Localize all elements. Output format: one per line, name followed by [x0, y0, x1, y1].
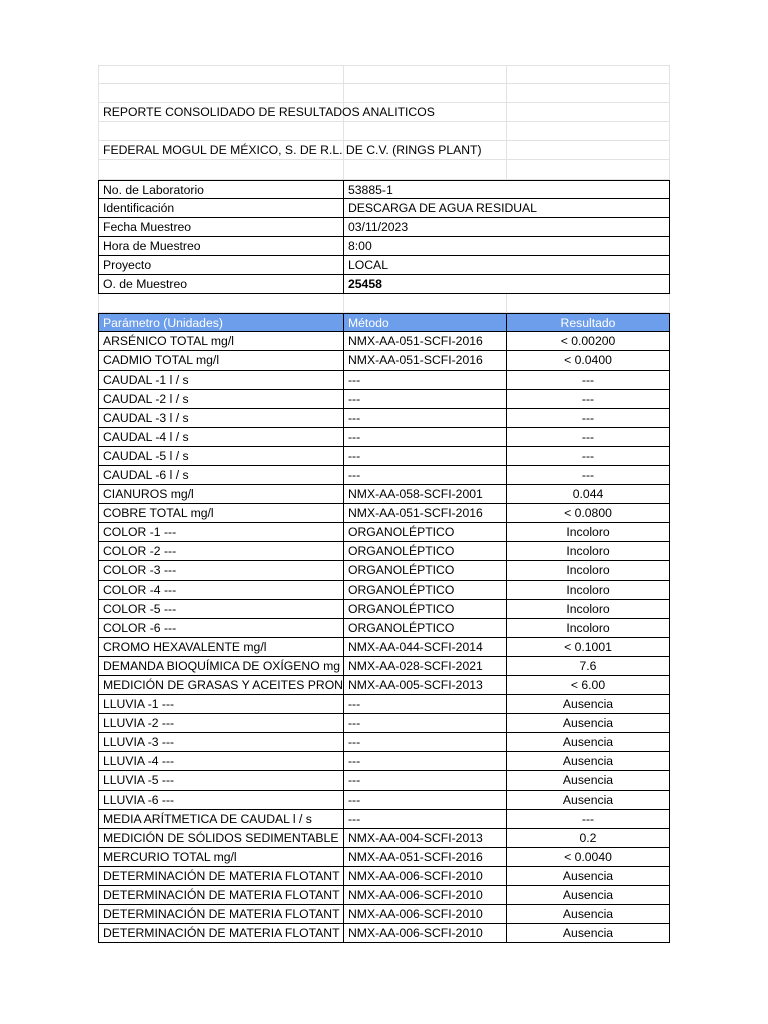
parametro-cell[interactable]: CIANUROS mg/l — [98, 485, 344, 504]
table-row — [98, 428, 670, 447]
info-row — [98, 218, 670, 237]
resultado-cell[interactable]: Ausencia — [507, 886, 670, 905]
metodo-cell[interactable]: NMX-AA-028-SCFI-2021 — [344, 657, 507, 676]
parametro-cell[interactable]: COLOR -2 --- — [98, 542, 344, 561]
cell[interactable] — [507, 65, 670, 84]
parametro-cell[interactable]: CROMO HEXAVALENTE mg/l — [98, 638, 344, 657]
info-value[interactable]: DESCARGA DE AGUA RESIDUAL — [344, 199, 670, 218]
cell[interactable] — [344, 160, 507, 179]
cell[interactable] — [98, 294, 344, 313]
resultado-cell[interactable]: Ausencia — [507, 924, 670, 943]
metodo-cell[interactable]: ORGANOLÉPTICO — [344, 600, 507, 619]
cell[interactable] — [98, 122, 344, 141]
resultado-cell[interactable]: Incoloro — [507, 600, 670, 619]
metodo-cell[interactable]: NMX-AA-005-SCFI-2013 — [344, 676, 507, 695]
cell[interactable] — [507, 141, 670, 160]
metodo-cell[interactable]: NMX-AA-058-SCFI-2001 — [344, 485, 507, 504]
table-row — [98, 581, 670, 600]
info-label[interactable]: Proyecto — [98, 256, 344, 275]
resultado-cell[interactable]: < 6.00 — [507, 676, 670, 695]
resultado-cell[interactable]: 7.6 — [507, 657, 670, 676]
table-row — [98, 657, 670, 676]
metodo-cell[interactable]: --- — [344, 810, 507, 829]
metodo-cell[interactable]: --- — [344, 371, 507, 390]
parametro-cell[interactable]: CAUDAL -6 l / s — [98, 466, 344, 485]
resultado-cell[interactable]: --- — [507, 466, 670, 485]
results-table-body — [98, 332, 670, 943]
resultado-cell[interactable]: Incoloro — [507, 542, 670, 561]
table-row — [98, 390, 670, 409]
resultado-cell[interactable]: Incoloro — [507, 619, 670, 638]
title-row — [98, 103, 670, 122]
info-value[interactable]: LOCAL — [344, 256, 670, 275]
table-row — [98, 447, 670, 466]
header-metodo[interactable]: Método — [344, 313, 507, 332]
parametro-cell[interactable]: DETERMINACIÓN DE MATERIA FLOTANT — [98, 905, 344, 924]
metodo-cell[interactable]: ORGANOLÉPTICO — [344, 542, 507, 561]
cell[interactable] — [98, 84, 344, 103]
table-row — [98, 351, 670, 370]
resultado-cell[interactable]: 0.2 — [507, 829, 670, 848]
table-row — [98, 676, 670, 695]
resultado-cell[interactable]: < 0.00200 — [507, 332, 670, 351]
metodo-cell[interactable]: NMX-AA-051-SCFI-2016 — [344, 848, 507, 867]
resultado-cell[interactable]: < 0.0400 — [507, 351, 670, 370]
metodo-cell[interactable]: --- — [344, 733, 507, 752]
info-row — [98, 199, 670, 218]
cell[interactable] — [344, 103, 507, 122]
parametro-cell[interactable]: MERCURIO TOTAL mg/l — [98, 848, 344, 867]
table-row — [98, 523, 670, 542]
parametro-cell[interactable]: ARSÉNICO TOTAL mg/l — [98, 332, 344, 351]
table-row — [98, 332, 670, 351]
parametro-cell[interactable]: LLUVIA -4 --- — [98, 752, 344, 771]
cell[interactable] — [507, 160, 670, 179]
header-resultado[interactable]: Resultado — [507, 313, 670, 332]
cell[interactable] — [344, 294, 507, 313]
empty-row — [98, 65, 670, 84]
resultado-cell[interactable]: Ausencia — [507, 905, 670, 924]
info-row — [98, 275, 670, 294]
resultado-cell[interactable]: --- — [507, 371, 670, 390]
parametro-cell[interactable]: COLOR -6 --- — [98, 619, 344, 638]
spreadsheet — [98, 65, 670, 943]
parametro-cell[interactable]: DETERMINACIÓN DE MATERIA FLOTANT — [98, 924, 344, 943]
metodo-cell[interactable]: ORGANOLÉPTICO — [344, 561, 507, 580]
table-row — [98, 561, 670, 580]
parametro-cell[interactable]: CAUDAL -1 l / s — [98, 371, 344, 390]
table-row — [98, 752, 670, 771]
metodo-cell[interactable]: ORGANOLÉPTICO — [344, 581, 507, 600]
empty-row — [98, 294, 670, 313]
parametro-cell[interactable]: MEDICIÓN DE SÓLIDOS SEDIMENTABLE — [98, 829, 344, 848]
cell[interactable] — [344, 122, 507, 141]
parametro-cell[interactable]: LLUVIA -1 --- — [98, 695, 344, 714]
parametro-cell[interactable]: COBRE TOTAL mg/l — [98, 504, 344, 523]
metodo-cell[interactable]: NMX-AA-006-SCFI-2010 — [344, 867, 507, 886]
resultado-cell[interactable]: --- — [507, 390, 670, 409]
metodo-cell[interactable]: --- — [344, 447, 507, 466]
parametro-cell[interactable]: CAUDAL -4 l / s — [98, 428, 344, 447]
table-row — [98, 695, 670, 714]
metodo-cell[interactable]: ORGANOLÉPTICO — [344, 619, 507, 638]
resultado-cell[interactable]: --- — [507, 428, 670, 447]
parametro-cell[interactable]: LLUVIA -5 --- — [98, 771, 344, 790]
info-value[interactable]: 03/11/2023 — [344, 218, 670, 237]
cell[interactable] — [507, 122, 670, 141]
company-name[interactable]: FEDERAL MOGUL DE MÉXICO, S. DE R.L. DE C.V. (RINGS PLANT) — [98, 141, 344, 160]
info-label[interactable]: Hora de Muestreo — [98, 237, 344, 256]
table-row — [98, 733, 670, 752]
info-value[interactable]: 53885-1 — [344, 180, 670, 199]
table-row — [98, 867, 670, 886]
results-header-row — [98, 313, 670, 332]
metodo-cell[interactable]: --- — [344, 428, 507, 447]
cell[interactable] — [507, 84, 670, 103]
empty-row — [98, 160, 670, 179]
parametro-cell[interactable]: MEDICIÓN DE GRASAS Y ACEITES PRON — [98, 676, 344, 695]
parametro-cell[interactable]: LLUVIA -3 --- — [98, 733, 344, 752]
metodo-cell[interactable]: --- — [344, 695, 507, 714]
parametro-cell[interactable]: DEMANDA BIOQUÍMICA DE OXÍGENO mg — [98, 657, 344, 676]
resultado-cell[interactable]: Incoloro — [507, 561, 670, 580]
metodo-cell[interactable]: --- — [344, 771, 507, 790]
metodo-cell[interactable]: --- — [344, 390, 507, 409]
resultado-cell[interactable]: < 0.0800 — [507, 504, 670, 523]
header-parametro[interactable]: Parámetro (Unidades) — [98, 313, 344, 332]
resultado-cell[interactable]: --- — [507, 409, 670, 428]
table-row — [98, 886, 670, 905]
resultado-cell[interactable]: Incoloro — [507, 581, 670, 600]
metodo-cell[interactable]: NMX-AA-006-SCFI-2010 — [344, 886, 507, 905]
info-label[interactable]: No. de Laboratorio — [98, 180, 344, 199]
cell[interactable] — [507, 103, 670, 122]
parametro-cell[interactable]: DETERMINACIÓN DE MATERIA FLOTANT — [98, 867, 344, 886]
table-row — [98, 542, 670, 561]
table-row — [98, 466, 670, 485]
info-value[interactable]: 8:00 — [344, 237, 670, 256]
table-row — [98, 600, 670, 619]
parametro-cell[interactable]: COLOR -1 --- — [98, 523, 344, 542]
info-row — [98, 256, 670, 275]
table-row — [98, 619, 670, 638]
resultado-cell[interactable]: --- — [507, 447, 670, 466]
cell[interactable] — [344, 65, 507, 84]
info-row — [98, 237, 670, 256]
metodo-cell[interactable]: NMX-AA-006-SCFI-2010 — [344, 924, 507, 943]
metodo-cell[interactable]: --- — [344, 752, 507, 771]
table-row — [98, 714, 670, 733]
parametro-cell[interactable]: CAUDAL -5 l / s — [98, 447, 344, 466]
table-row — [98, 810, 670, 829]
table-row — [98, 848, 670, 867]
resultado-cell[interactable]: Ausencia — [507, 791, 670, 810]
sample-info-table — [98, 180, 670, 295]
info-label[interactable]: Fecha Muestreo — [98, 218, 344, 237]
parametro-cell[interactable]: LLUVIA -6 --- — [98, 791, 344, 810]
metodo-cell[interactable]: --- — [344, 791, 507, 810]
info-label[interactable]: O. de Muestreo — [98, 275, 344, 294]
resultado-cell[interactable]: Ausencia — [507, 695, 670, 714]
empty-row — [98, 122, 670, 141]
cell[interactable] — [98, 65, 344, 84]
table-row — [98, 771, 670, 790]
parametro-cell[interactable]: COLOR -3 --- — [98, 561, 344, 580]
info-label[interactable]: Identificación — [98, 199, 344, 218]
metodo-cell[interactable]: --- — [344, 409, 507, 428]
report-title[interactable]: REPORTE CONSOLIDADO DE RESULTADOS ANALITICOS — [98, 103, 344, 122]
resultado-cell[interactable]: Incoloro — [507, 523, 670, 542]
metodo-cell[interactable]: ORGANOLÉPTICO — [344, 523, 507, 542]
parametro-cell[interactable]: COLOR -5 --- — [98, 600, 344, 619]
parametro-cell[interactable]: CAUDAL -2 l / s — [98, 390, 344, 409]
metodo-cell[interactable]: NMX-AA-051-SCFI-2016 — [344, 504, 507, 523]
metodo-cell[interactable]: --- — [344, 466, 507, 485]
table-row — [98, 924, 670, 943]
resultado-cell[interactable]: < 0.1001 — [507, 638, 670, 657]
table-row — [98, 409, 670, 428]
resultado-cell[interactable]: 0.044 — [507, 485, 670, 504]
table-row — [98, 504, 670, 523]
info-row — [98, 180, 670, 199]
cell[interactable] — [98, 160, 344, 179]
parametro-cell[interactable]: MEDIA ARÍTMETICA DE CAUDAL l / s — [98, 810, 344, 829]
resultado-cell[interactable]: Ausencia — [507, 733, 670, 752]
metodo-cell[interactable]: NMX-AA-004-SCFI-2013 — [344, 829, 507, 848]
parametro-cell[interactable]: LLUVIA -2 --- — [98, 714, 344, 733]
resultado-cell[interactable]: Ausencia — [507, 771, 670, 790]
table-row — [98, 905, 670, 924]
parametro-cell[interactable]: CAUDAL -3 l / s — [98, 409, 344, 428]
parametro-cell[interactable]: CADMIO TOTAL mg/l — [98, 351, 344, 370]
table-row — [98, 638, 670, 657]
metodo-cell[interactable]: --- — [344, 714, 507, 733]
parametro-cell[interactable]: DETERMINACIÓN DE MATERIA FLOTANT — [98, 886, 344, 905]
parametro-cell[interactable]: COLOR -4 --- — [98, 581, 344, 600]
cell[interactable] — [344, 84, 507, 103]
info-value[interactable]: 25458 — [344, 275, 670, 294]
table-row — [98, 829, 670, 848]
resultado-cell[interactable]: < 0.0040 — [507, 848, 670, 867]
company-row — [98, 141, 670, 160]
resultado-cell[interactable]: Ausencia — [507, 714, 670, 733]
empty-row — [98, 84, 670, 103]
cell[interactable] — [344, 141, 507, 160]
resultado-cell[interactable]: Ausencia — [507, 867, 670, 886]
table-row — [98, 791, 670, 810]
table-row — [98, 485, 670, 504]
table-row — [98, 371, 670, 390]
metodo-cell[interactable]: NMX-AA-006-SCFI-2010 — [344, 905, 507, 924]
metodo-cell[interactable]: NMX-AA-051-SCFI-2016 — [344, 332, 507, 351]
metodo-cell[interactable]: NMX-AA-051-SCFI-2016 — [344, 351, 507, 370]
resultado-cell[interactable]: Ausencia — [507, 752, 670, 771]
resultado-cell[interactable]: --- — [507, 810, 670, 829]
cell[interactable] — [507, 294, 670, 313]
metodo-cell[interactable]: NMX-AA-044-SCFI-2014 — [344, 638, 507, 657]
